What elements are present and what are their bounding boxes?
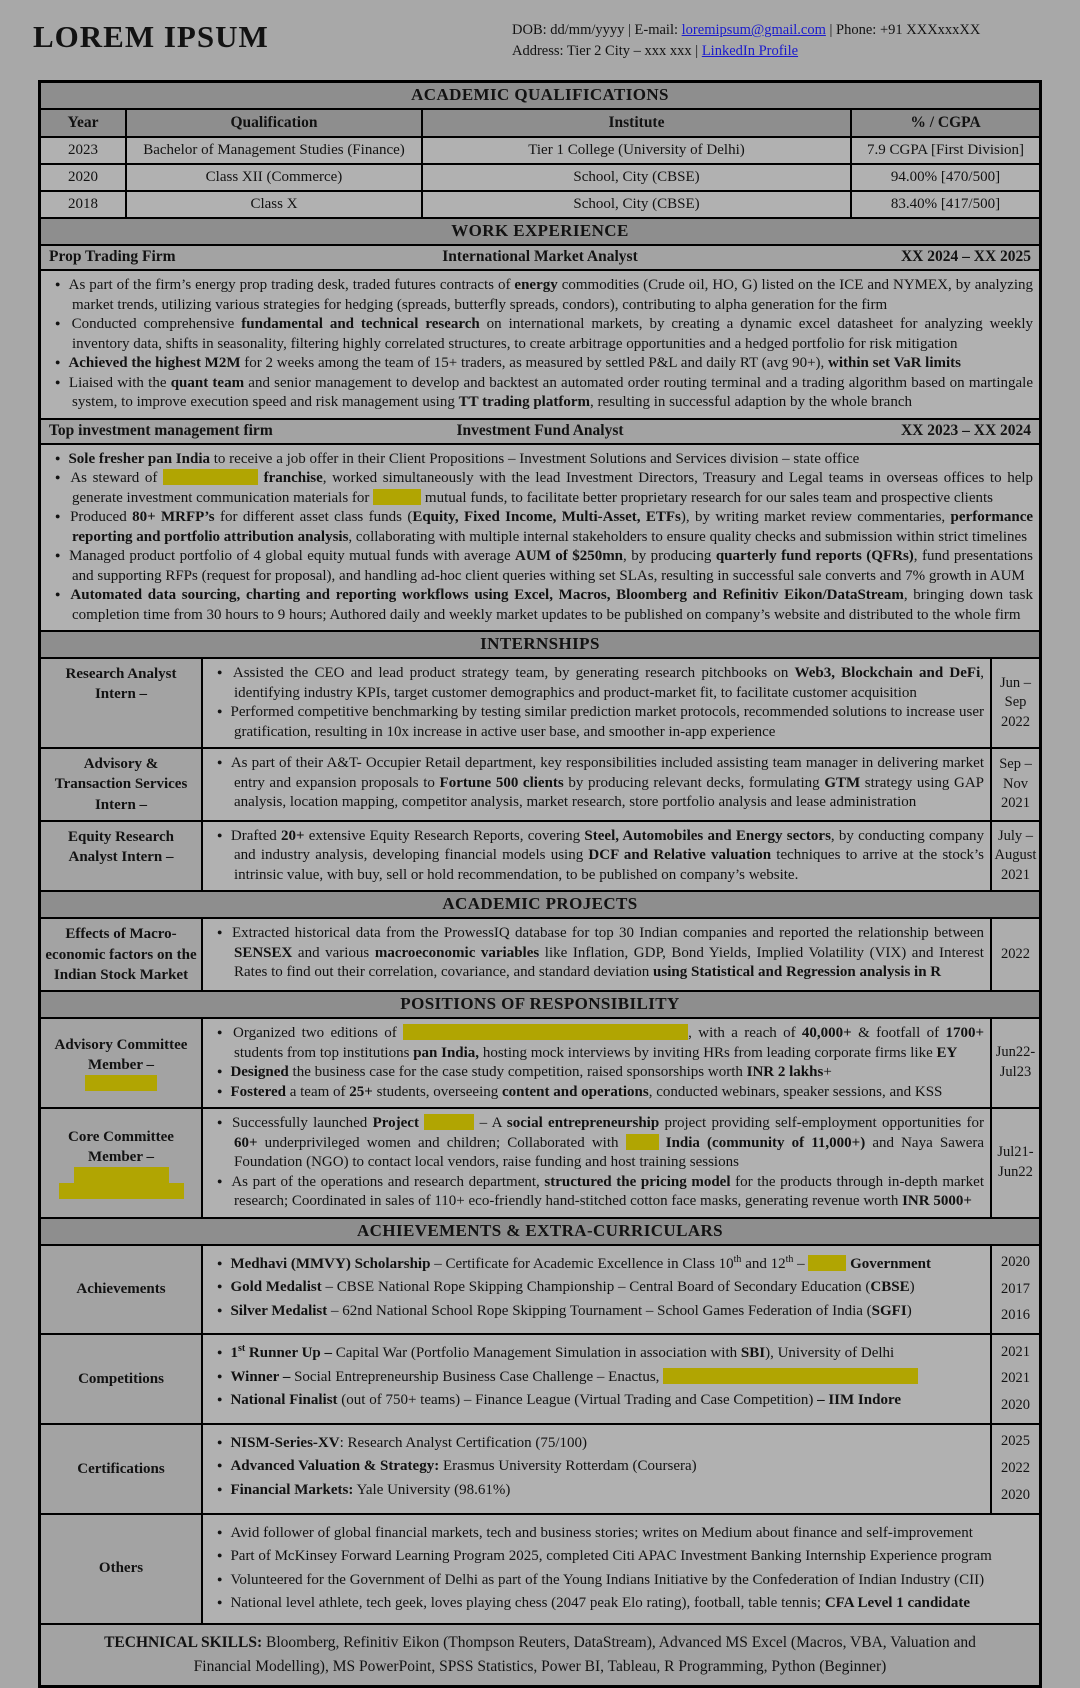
column-header: % / CGPA bbox=[910, 114, 981, 131]
job-bullets bbox=[41, 269, 1039, 418]
column-header: Qualification bbox=[127, 110, 423, 136]
bullet-item: ● National Finalist (out of 750+ teams) – Finance League (Virtual Trading and Case Competition) – IIM Indore bbox=[217, 1391, 984, 1411]
row-years bbox=[990, 1335, 1039, 1423]
job-company: Top investment management firm bbox=[49, 421, 273, 439]
bullet-item: ● Fostered a team of 25+ students, overseeing content and operations, conducted webinars, speaker sessions, and KSS bbox=[217, 1083, 984, 1103]
job-role: Investment Fund Analyst bbox=[456, 421, 624, 439]
section-title-internships: INTERNSHIPS bbox=[41, 630, 1039, 657]
bullet-item: ● Managed product portfolio of 4 global equity mutual funds with average AUM of $250mn, by producing quarterly fund reports (QFRs), fund presentations and supporting RFPs (request for proposal), and handling ad-hoc client queries withing set SLAs, resulting in successful sale converts and 7% growth in AUM bbox=[55, 547, 1033, 586]
row-dates: July – August 2021 bbox=[990, 822, 1039, 891]
linkedin-link[interactable]: LinkedIn Profile bbox=[701, 43, 799, 60]
bullet-item: ● Silver Medalist – 62nd National School Rope Skipping Tournament – School Games Federation of India (SGFI) bbox=[217, 1302, 984, 1322]
table-cell: Class XII (Commerce) bbox=[127, 165, 423, 190]
redacted-text bbox=[808, 1255, 846, 1271]
academic-table-row bbox=[41, 163, 1039, 190]
bullet-item: ● Automated data sourcing, charting and reporting workflows using Excel, Macros, Bloomberg and Refinitiv Eikon/DataStream, bringing down task completion time from 30 hours to 9 hours; Authored daily and weekly market updates to be published on company’s website and distributed to the whole firm bbox=[55, 586, 1033, 625]
bullet-list bbox=[203, 919, 990, 988]
section-title-work-experience: WORK EXPERIENCE bbox=[41, 217, 1039, 244]
table-row bbox=[41, 1017, 1039, 1107]
row-dates: Sep – Nov 2021 bbox=[990, 749, 1039, 820]
bullet-item: ● Advanced Valuation & Strategy: Erasmus University Rotterdam (Coursera) bbox=[217, 1457, 984, 1477]
bullet-item: ● Avid follower of global financial markets, tech and business stories; writes on Medium about finance and self-improvement bbox=[217, 1524, 1033, 1544]
table-cell: Class X bbox=[127, 192, 423, 217]
bullet-list bbox=[203, 822, 990, 891]
contact-line1-suffix: | Phone: +91 XXXxxxXX bbox=[825, 22, 981, 38]
bullet-item: ● Medhavi (MMVY) Scholarship – Certificate for Academic Excellence in Class 10th and 12th – Government bbox=[217, 1255, 984, 1275]
redacted-text bbox=[163, 469, 258, 485]
resume-document bbox=[38, 80, 1042, 1688]
bullet-item: ● NISM-Series-XV: Research Analyst Certification (75/100) bbox=[217, 1434, 984, 1454]
row-label: Core Committee Member – bbox=[41, 1109, 203, 1217]
table-row bbox=[41, 747, 1039, 820]
redacted-text bbox=[626, 1134, 659, 1150]
row-bullets bbox=[203, 1246, 990, 1334]
row-bullets bbox=[203, 1515, 1039, 1623]
job-company: Prop Trading Firm bbox=[49, 248, 176, 265]
bullet-list bbox=[203, 1246, 990, 1331]
row-bullets bbox=[203, 822, 990, 891]
table-row bbox=[41, 1333, 1039, 1423]
bullet-item: ● Successfully launched Project – A social entrepreneurship project providing self-employment opportunities for 60+ underprivileged women and children; Collaborated with India (community of 11,000+) and Naya Sawera Foundation (NGO) to contact local vendors, raise funding and host training sessions bbox=[217, 1114, 984, 1173]
table-cell: 2023 bbox=[41, 138, 127, 163]
row-label: Research Analyst Intern – bbox=[41, 659, 203, 747]
email-link[interactable]: loremipsum@gmail.com bbox=[681, 22, 826, 38]
table-row bbox=[41, 1107, 1039, 1217]
job-dates: XX 2024 – XX 2025 bbox=[900, 248, 1032, 265]
table-cell: Tier 1 College (University of Delhi) bbox=[423, 138, 852, 163]
row-years bbox=[990, 1425, 1039, 1513]
bullet-item: ● Organized two editions of , with a reach of 40,000+ & footfall of 1700+ students from top institutions pan India, hosting mock interviews by inviting HRs from leading corporate firms like EY bbox=[217, 1024, 984, 1063]
year-value: 2022 bbox=[1001, 1459, 1030, 1476]
redacted-text bbox=[74, 1167, 169, 1183]
year-value: 2021 bbox=[1001, 1370, 1030, 1387]
row-bullets bbox=[203, 919, 990, 990]
year-value: 2016 bbox=[1001, 1307, 1030, 1324]
row-bullets bbox=[203, 1019, 990, 1107]
bullet-item: ● National level athlete, tech geek, loves playing chess (2047 peak Elo rating), football, table tennis; CFA Level 1 candidate bbox=[217, 1594, 1033, 1614]
bullet-item: ● As part of the firm’s energy prop trading desk, traded futures contracts of energy commodities (Crude oil, HO, G) listed on the ICE and NYMEX, by analyzing market trends, utilizing various strategies for hedging (spreads, butterfly spreads, condors), contributing to alpha generation for the firm bbox=[55, 276, 1033, 315]
table-row bbox=[41, 1513, 1039, 1623]
table-cell: 94.00% [470/500] bbox=[890, 169, 1001, 185]
table-cell: School, City (CBSE) bbox=[423, 165, 852, 190]
section-title-positions-of-responsibility: POSITIONS OF RESPONSIBILITY bbox=[41, 990, 1039, 1017]
table-row bbox=[41, 657, 1039, 747]
section-title-achievements: ACHIEVEMENTS & EXTRA-CURRICULARS bbox=[41, 1217, 1039, 1244]
year-value: 2021 bbox=[1001, 1343, 1030, 1360]
row-label: Advisory & Transaction Services Intern – bbox=[41, 749, 203, 820]
redacted-text bbox=[424, 1114, 474, 1130]
column-header: Year bbox=[41, 110, 127, 136]
bullet-list bbox=[203, 1109, 990, 1217]
bullet-item: ● As part of the operations and research department, structured the pricing model for the products through in-depth market research; Coordinated in sales of 110+ eco-friendly hand-stitched cotton face masks, generating revenue worth INR 5000+ bbox=[217, 1173, 984, 1212]
academic-table-row bbox=[41, 136, 1039, 163]
table-row bbox=[41, 1244, 1039, 1334]
page-header bbox=[0, 0, 1080, 80]
row-label: Certifications bbox=[41, 1425, 203, 1513]
redacted-text bbox=[403, 1024, 688, 1040]
contact-line2-prefix: Address: Tier 2 City – xxx xxx | bbox=[512, 43, 702, 60]
candidate-name: LOREM IPSUM bbox=[33, 19, 269, 54]
bullet-list bbox=[203, 659, 990, 747]
year-value: 2025 bbox=[1001, 1433, 1030, 1450]
bullet-list bbox=[203, 1019, 990, 1107]
academic-table-header bbox=[41, 108, 1039, 136]
section-title-academic-projects: ACADEMIC PROJECTS bbox=[41, 890, 1039, 917]
bullet-item: ● Performed competitive benchmarking by testing similar prediction market protocols, recommended solutions to increase user gratification, resulting in 10x increase in active user base, and smoother in-app experience bbox=[217, 703, 984, 742]
table-row bbox=[41, 820, 1039, 891]
bullet-item: ● Winner – Social Entrepreneurship Business Case Challenge – Enactus, bbox=[217, 1368, 984, 1388]
contact-block bbox=[512, 20, 1042, 62]
row-label: Others bbox=[41, 1515, 203, 1623]
bullet-item: ● Conducted comprehensive fundamental and technical research on international markets, by creating a dynamic excel datasheet for analyzing weekly inventory data, shifts in seasonality, filtering highly correlated structures, to create arbitrage opportunities and a hedged portfolio for risk mitigation bbox=[55, 315, 1033, 354]
bullet-item: ● Drafted 20+ extensive Equity Research Reports, covering Steel, Automobiles and Energy sectors, by conducting company and industry analysis, developing financial models using DCF and Relative valuation techniques to arrive at the stock’s intrinsic value, with buy, sell or hold recommendation, to be published on company’s website. bbox=[217, 827, 984, 886]
row-dates: Jul21- Jun22 bbox=[990, 1109, 1039, 1217]
redacted-text bbox=[373, 489, 421, 505]
redacted-text bbox=[663, 1368, 918, 1384]
row-bullets bbox=[203, 749, 990, 820]
job-dates: XX 2023 – XX 2024 bbox=[900, 421, 1032, 439]
row-label: Equity Research Analyst Intern – bbox=[41, 822, 203, 891]
bullet-list bbox=[41, 271, 1039, 418]
year-value: 2017 bbox=[1001, 1280, 1030, 1297]
bullet-item: ● Achieved the highest M2M for 2 weeks among the team of 15+ traders, as measured by settled P&L and daily RT (avg 90+), within set VaR limits bbox=[55, 354, 1033, 374]
contact-line1-prefix: DOB: dd/mm/yyyy | E-mail: bbox=[512, 22, 682, 38]
table-cell: 2020 bbox=[41, 165, 127, 190]
job-header-row bbox=[41, 244, 1039, 269]
job-header-row bbox=[41, 418, 1039, 443]
bullet-item: ● Sole fresher pan India to receive a job offer in their Client Propositions – Investment Solutions and Services division – state office bbox=[55, 450, 1033, 470]
row-bullets bbox=[203, 1425, 990, 1513]
row-label: Competitions bbox=[41, 1335, 203, 1423]
table-row bbox=[41, 917, 1039, 990]
year-value: 2020 bbox=[1001, 1254, 1030, 1270]
row-bullets bbox=[203, 1109, 990, 1217]
bullet-item: ● As part of their A&T- Occupier Retail department, key responsibilities included assisting team manager in delivering market entry and expansion proposals to Fortune 500 clients by producing relevant decks, formulating GTM strategy using GAP analysis, location mapping, competitor analysis, market research, store portfolio analysis and lease administration bbox=[217, 754, 984, 813]
job-role: International Market Analyst bbox=[442, 248, 638, 265]
bullet-item: ● Financial Markets: Yale University (98.61%) bbox=[217, 1481, 984, 1501]
bullet-list bbox=[203, 1425, 990, 1510]
bullet-item: ● 1st Runner Up – Capital War (Portfolio Management Simulation in association with SBI), University of Delhi bbox=[217, 1344, 984, 1364]
bullet-item: ● Designed the business case for the case study competition, raised sponsorships worth INR 2 lakhs+ bbox=[217, 1063, 984, 1083]
bullet-item: ● As steward of franchise, worked simultaneously with the lead Investment Directors, Treasury and Legal teams in overseas offices to help generate investment communication materials for mutual funds, to facilitate better proprietary research for our sales team and prospective clients bbox=[55, 469, 1033, 508]
redacted-text bbox=[85, 1075, 157, 1091]
technical-skills-row bbox=[41, 1623, 1039, 1685]
table-cell: 7.9 CGPA [First Division] bbox=[867, 142, 1024, 158]
bullet-item: ● Assisted the CEO and lead product strategy team, by generating research pitchbooks on Web3, Blockchain and DeFi, identifying industry KPIs, target customer demographics and product-market fit, to facilitate customer acquisition bbox=[217, 664, 984, 703]
bullet-list bbox=[203, 749, 990, 818]
year-value: 2020 bbox=[1001, 1396, 1030, 1413]
row-years bbox=[990, 1246, 1039, 1334]
bullet-list bbox=[41, 445, 1039, 631]
redacted-text bbox=[59, 1183, 184, 1199]
row-label: Advisory Committee Member – bbox=[41, 1019, 203, 1107]
table-row bbox=[41, 1423, 1039, 1513]
bullet-list bbox=[203, 1335, 990, 1420]
row-bullets bbox=[203, 659, 990, 747]
row-dates: Jun – Sep 2022 bbox=[990, 659, 1039, 747]
bullet-item: ● Extracted historical data from the ProwessIQ database for top 30 Indian companies and reported the relationship between SENSEX and various macroeconomic variables like Inflation, GDP, Bond Yields, Implied Volatility (VIX) and Interest Rates to find out their correlation, covariance, and standard deviation using Statistical and Regression analysis in R bbox=[217, 924, 984, 983]
table-cell: 83.40% [417/500] bbox=[890, 196, 1001, 212]
table-cell: School, City (CBSE) bbox=[423, 192, 852, 217]
technical-skills-label: TECHNICAL SKILLS: bbox=[104, 1633, 263, 1651]
table-cell: Bachelor of Management Studies (Finance) bbox=[127, 138, 423, 163]
technical-skills-text: Bloomberg, Refinitiv Eikon (Thompson Reuters, DataStream), Advanced MS Excel (Macros, VBA, Valuation and Financial Modelling), MS PowerPoint, SPSS Statistics, Power BI, Tableau, R Programming, Python (Beginner) bbox=[193, 1633, 976, 1675]
row-label: Achievements bbox=[41, 1246, 203, 1334]
row-dates: 2022 bbox=[990, 919, 1039, 990]
bullet-list bbox=[203, 1515, 1039, 1623]
bullet-item: ● Volunteered for the Government of Delhi as part of the Young Indians Initiative by the Confederation of Indian Industry (CII) bbox=[217, 1571, 1033, 1591]
row-bullets bbox=[203, 1335, 990, 1423]
row-label: Effects of Macro-economic factors on the Indian Stock Market bbox=[41, 919, 203, 990]
column-header: Institute bbox=[423, 110, 852, 136]
table-cell: 2018 bbox=[41, 192, 127, 217]
bullet-item: ● Produced 80+ MRFP’s for different asset class funds (Equity, Fixed Income, Multi-Asset, ETFs), by writing market review commentaries, performance reporting and portfolio attribution analysis, collaborating with multiple internal stakeholders to ensure quality checks and submission within strict timelines bbox=[55, 508, 1033, 547]
bullet-item: ● Liaised with the quant team and senior management to develop and backtest an automated order routing terminal and a trading algorithm based on martingale system, to improve execution speed and risk management using TT trading platform, resulting in successful adaption by the whole branch bbox=[55, 374, 1033, 413]
section-title-academic-qualifications: ACADEMIC QUALIFICATIONS bbox=[41, 83, 1039, 108]
bullet-item: ● Part of McKinsey Forward Learning Program 2025, completed Citi APAC Investment Banking Internship Experience program bbox=[217, 1547, 1033, 1567]
job-bullets bbox=[41, 443, 1039, 631]
bullet-item: ● Gold Medalist – CBSE National Rope Skipping Championship – Central Board of Secondary Education (CBSE) bbox=[217, 1278, 984, 1298]
row-dates: Jun22- Jul23 bbox=[990, 1019, 1039, 1107]
academic-table-row bbox=[41, 190, 1039, 217]
year-value: 2020 bbox=[1001, 1486, 1030, 1503]
